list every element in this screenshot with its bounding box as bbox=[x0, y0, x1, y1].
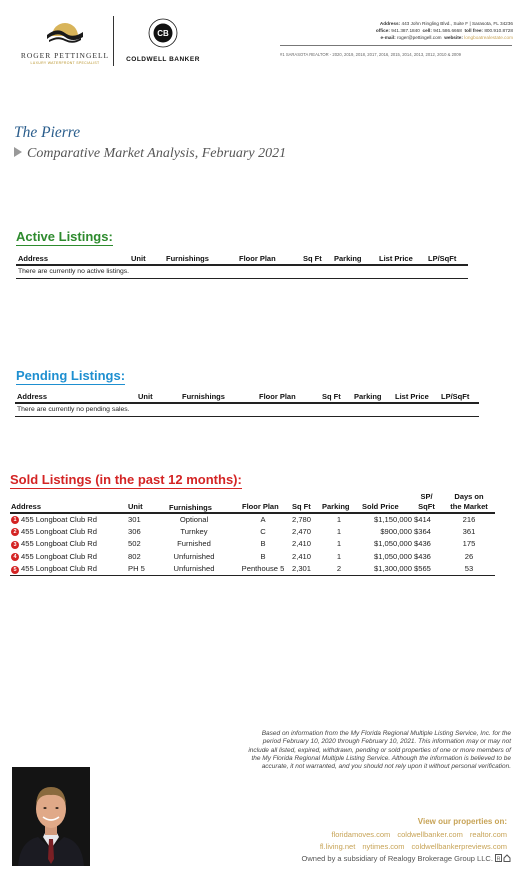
row-number-badge: 3 bbox=[11, 541, 19, 549]
cell-sold-price: $1,150,000 bbox=[373, 514, 412, 524]
cell-floor-plan: C bbox=[260, 526, 266, 536]
col-furnishings: Furnishings bbox=[166, 254, 209, 263]
office-value: 941.387.1840 bbox=[391, 28, 420, 33]
col-address: Address bbox=[11, 502, 42, 511]
phone-line bbox=[273, 27, 513, 34]
cell-floor-plan: Penthouse 5 bbox=[241, 564, 285, 574]
cell-sp-sqft: $436 bbox=[414, 551, 431, 561]
active-empty-note: There are currently no active listings. bbox=[18, 268, 130, 275]
cell-sp-sqft: $364 bbox=[414, 526, 431, 536]
row-number-badge: 2 bbox=[11, 528, 19, 536]
sold-rows bbox=[10, 514, 495, 576]
col-days-line1: Days on bbox=[454, 492, 484, 501]
page-subtitle bbox=[14, 146, 286, 162]
active-listings-heading: Active Listings: bbox=[16, 229, 113, 244]
cell-floor-plan: B bbox=[260, 551, 266, 561]
cell-furnishings: Optional bbox=[179, 514, 209, 524]
cell-unit: 502 bbox=[128, 539, 141, 549]
sunset-wave-icon bbox=[43, 18, 87, 44]
col-furnishings: Furnishings bbox=[169, 503, 212, 512]
col-list-price: List Price bbox=[395, 392, 429, 401]
cell-sqft: 2,410 bbox=[292, 551, 312, 561]
cell-sqft: 2,410 bbox=[292, 539, 312, 549]
brand1-name: ROGER PETTINGELL bbox=[20, 51, 110, 60]
active-header-rule bbox=[16, 264, 468, 266]
col-days-line2: the Market bbox=[450, 502, 488, 511]
col-sqft: Sq Ft bbox=[292, 502, 311, 511]
brand1-tagline: LUXURY WATERFRONT SPECIALIST bbox=[30, 61, 100, 65]
cell-furnishings: Turnkey bbox=[180, 526, 208, 536]
cell-parking: 1 bbox=[336, 514, 342, 524]
email-link[interactable]: roger@pettingell.com bbox=[396, 35, 442, 40]
col-parking: Parking bbox=[322, 502, 350, 511]
realtor-years: #1 SARASOTA REALTOR - 2020, 2019, 2018, 2017, 2016, 2015, 2014, 2013, 2012, 2010 & 2009 bbox=[280, 52, 461, 57]
col-address: Address bbox=[18, 254, 49, 263]
tollfree-label: toll free: bbox=[464, 28, 483, 33]
col-list-price: List Price bbox=[379, 254, 413, 263]
cell-sold-price: $1,300,000 bbox=[373, 564, 412, 574]
cell-address: 455 Longboat Club Rd bbox=[21, 526, 97, 536]
cell-address: 455 Longboat Club Rd bbox=[21, 539, 97, 549]
cell-sold-price: $1,050,000 bbox=[373, 551, 412, 561]
contact-divider bbox=[280, 45, 512, 46]
cell-parking: 1 bbox=[336, 539, 342, 549]
cell-unit: 802 bbox=[128, 551, 141, 561]
col-unit: Unit bbox=[131, 254, 146, 263]
cell-floor-plan: A bbox=[260, 514, 266, 524]
col-sqft: Sq Ft bbox=[322, 392, 341, 401]
table-row bbox=[10, 526, 495, 538]
address-label: Address: bbox=[379, 21, 401, 26]
sold-table-header bbox=[10, 492, 495, 512]
cell-sold-price: $900,000 bbox=[380, 526, 412, 536]
pending-table-header bbox=[17, 392, 479, 402]
cell-sold-price: $1,050,000 bbox=[373, 539, 412, 549]
cell-address: 455 Longboat Club Rd bbox=[21, 564, 97, 574]
agent-photo bbox=[12, 767, 90, 866]
office-label: office: bbox=[375, 28, 390, 33]
pending-header-rule bbox=[15, 402, 479, 404]
row-number-badge: 1 bbox=[11, 516, 19, 524]
cell-address: 455 Longboat Club Rd bbox=[21, 551, 97, 561]
col-floor-plan: Floor Plan bbox=[242, 502, 279, 511]
col-lp-sqft: LP/SqFt bbox=[428, 254, 457, 263]
ownership-notice bbox=[302, 854, 511, 863]
cell-address: 455 Longboat Club Rd bbox=[21, 514, 97, 524]
row-number-badge: 4 bbox=[11, 553, 19, 561]
col-floor-plan: Floor Plan bbox=[259, 392, 296, 401]
table-row bbox=[10, 551, 495, 563]
tollfree-value: 800.910.8728 bbox=[484, 28, 513, 33]
active-table-header bbox=[18, 254, 468, 264]
cell-sp-sqft: $436 bbox=[414, 539, 431, 549]
col-unit: Unit bbox=[128, 502, 143, 511]
website-link[interactable]: longboatrealestate.com bbox=[464, 35, 513, 40]
col-unit: Unit bbox=[138, 392, 153, 401]
roger-pettingell-logo bbox=[20, 18, 110, 66]
ownership-text: Owned by a subsidiary of Realogy Brokerage Group LLC. bbox=[301, 854, 493, 863]
col-parking: Parking bbox=[354, 392, 382, 401]
coldwell-banker-logo bbox=[122, 18, 204, 66]
header-divider bbox=[113, 16, 114, 66]
page-title: The Pierre bbox=[14, 124, 81, 141]
subtitle-text: Comparative Market Analysis, February 2021 bbox=[27, 146, 287, 161]
pending-listings-heading: Pending Listings: bbox=[16, 368, 126, 383]
table-row bbox=[10, 514, 495, 526]
sold-bottom-rule bbox=[10, 575, 495, 576]
mls-disclaimer: Based on information from the My Florida Regional Multiple Listing Service, Inc. for the period February 10, 2020 through February 10, 2021. This information may or may not include all listed, expired, withdrawn, pending or sold properties of one or more members of the My Florida Regional Multiple Listing Service. Although the information is believed to be accurate, it not warranted, and you should not rely upon it without personal verification. bbox=[248, 730, 511, 771]
col-parking: Parking bbox=[334, 254, 362, 263]
col-address: Address bbox=[17, 392, 48, 401]
row-number-badge: 5 bbox=[11, 566, 19, 574]
brand2-name: COLDWELL BANKER bbox=[126, 56, 200, 63]
col-sp-sqft-line2: SqFt bbox=[418, 502, 435, 511]
cell-sp-sqft: $565 bbox=[414, 564, 431, 574]
cell-days: 53 bbox=[464, 564, 474, 574]
sold-listings-table bbox=[10, 492, 495, 576]
cell-parking: 1 bbox=[336, 551, 342, 561]
cell-sqft: 2,470 bbox=[292, 526, 312, 536]
cell-unit: 301 bbox=[128, 514, 141, 524]
col-sold-price: Sold Price bbox=[362, 502, 399, 511]
email-line bbox=[273, 34, 513, 41]
svg-text:CB: CB bbox=[157, 29, 169, 38]
cell-parking: 1 bbox=[336, 526, 342, 536]
address-value: 443 John Ringling Blvd., Suite F | Sarasota, FL 34236 bbox=[401, 21, 513, 26]
website-label: website: bbox=[444, 35, 463, 40]
pending-empty-note: There are currently no pending sales. bbox=[17, 406, 130, 413]
cell-furnishings: Unfurnished bbox=[173, 551, 215, 561]
contact-info bbox=[273, 20, 513, 41]
cell-sp-sqft: $414 bbox=[414, 514, 431, 524]
cell-furnishings: Unfurnished bbox=[173, 564, 215, 574]
cell-unit: PH 5 bbox=[128, 564, 145, 574]
cell-floor-plan: B bbox=[260, 539, 266, 549]
cell-furnishings: Furnished bbox=[177, 539, 211, 549]
cell-sqft: 2,780 bbox=[292, 514, 312, 524]
col-sqft: Sq Ft bbox=[303, 254, 322, 263]
cell-days: 216 bbox=[462, 514, 476, 524]
cell-label: cell: bbox=[422, 28, 432, 33]
cell-parking: 2 bbox=[336, 564, 342, 574]
triangle-bullet-icon bbox=[14, 147, 22, 157]
cell-days: 175 bbox=[462, 539, 476, 549]
cell-days: 26 bbox=[464, 551, 474, 561]
col-floor-plan: Floor Plan bbox=[239, 254, 276, 263]
property-sites-line1[interactable]: floridamoves.com coldwellbanker.com realtor.com bbox=[331, 830, 507, 839]
sold-listings-heading: Sold Listings (in the past 12 months): bbox=[10, 472, 242, 487]
col-furnishings: Furnishings bbox=[182, 392, 225, 401]
equal-housing-icons bbox=[495, 854, 511, 862]
table-row bbox=[10, 538, 495, 550]
svg-text:R: R bbox=[496, 856, 501, 862]
col-sp-sqft-line1: SP/ bbox=[420, 492, 433, 501]
email-label: e-mail: bbox=[380, 35, 396, 40]
property-sites-line2[interactable]: fl.living.net nytimes.com coldwellbankerpreviews.com bbox=[319, 842, 507, 851]
active-bottom-rule bbox=[16, 278, 468, 279]
cell-unit: 306 bbox=[128, 526, 141, 536]
cell-days: 361 bbox=[462, 526, 476, 536]
cell-sqft: 2,301 bbox=[292, 564, 312, 574]
address-line bbox=[273, 20, 513, 27]
global-luxury-seal-icon bbox=[148, 18, 178, 48]
table-row bbox=[10, 563, 495, 575]
col-lp-sqft: LP/SqFt bbox=[441, 392, 470, 401]
pending-bottom-rule bbox=[15, 416, 479, 417]
cell-value: 941.586.6668 bbox=[433, 28, 462, 33]
view-properties-label: View our properties on: bbox=[417, 817, 507, 826]
